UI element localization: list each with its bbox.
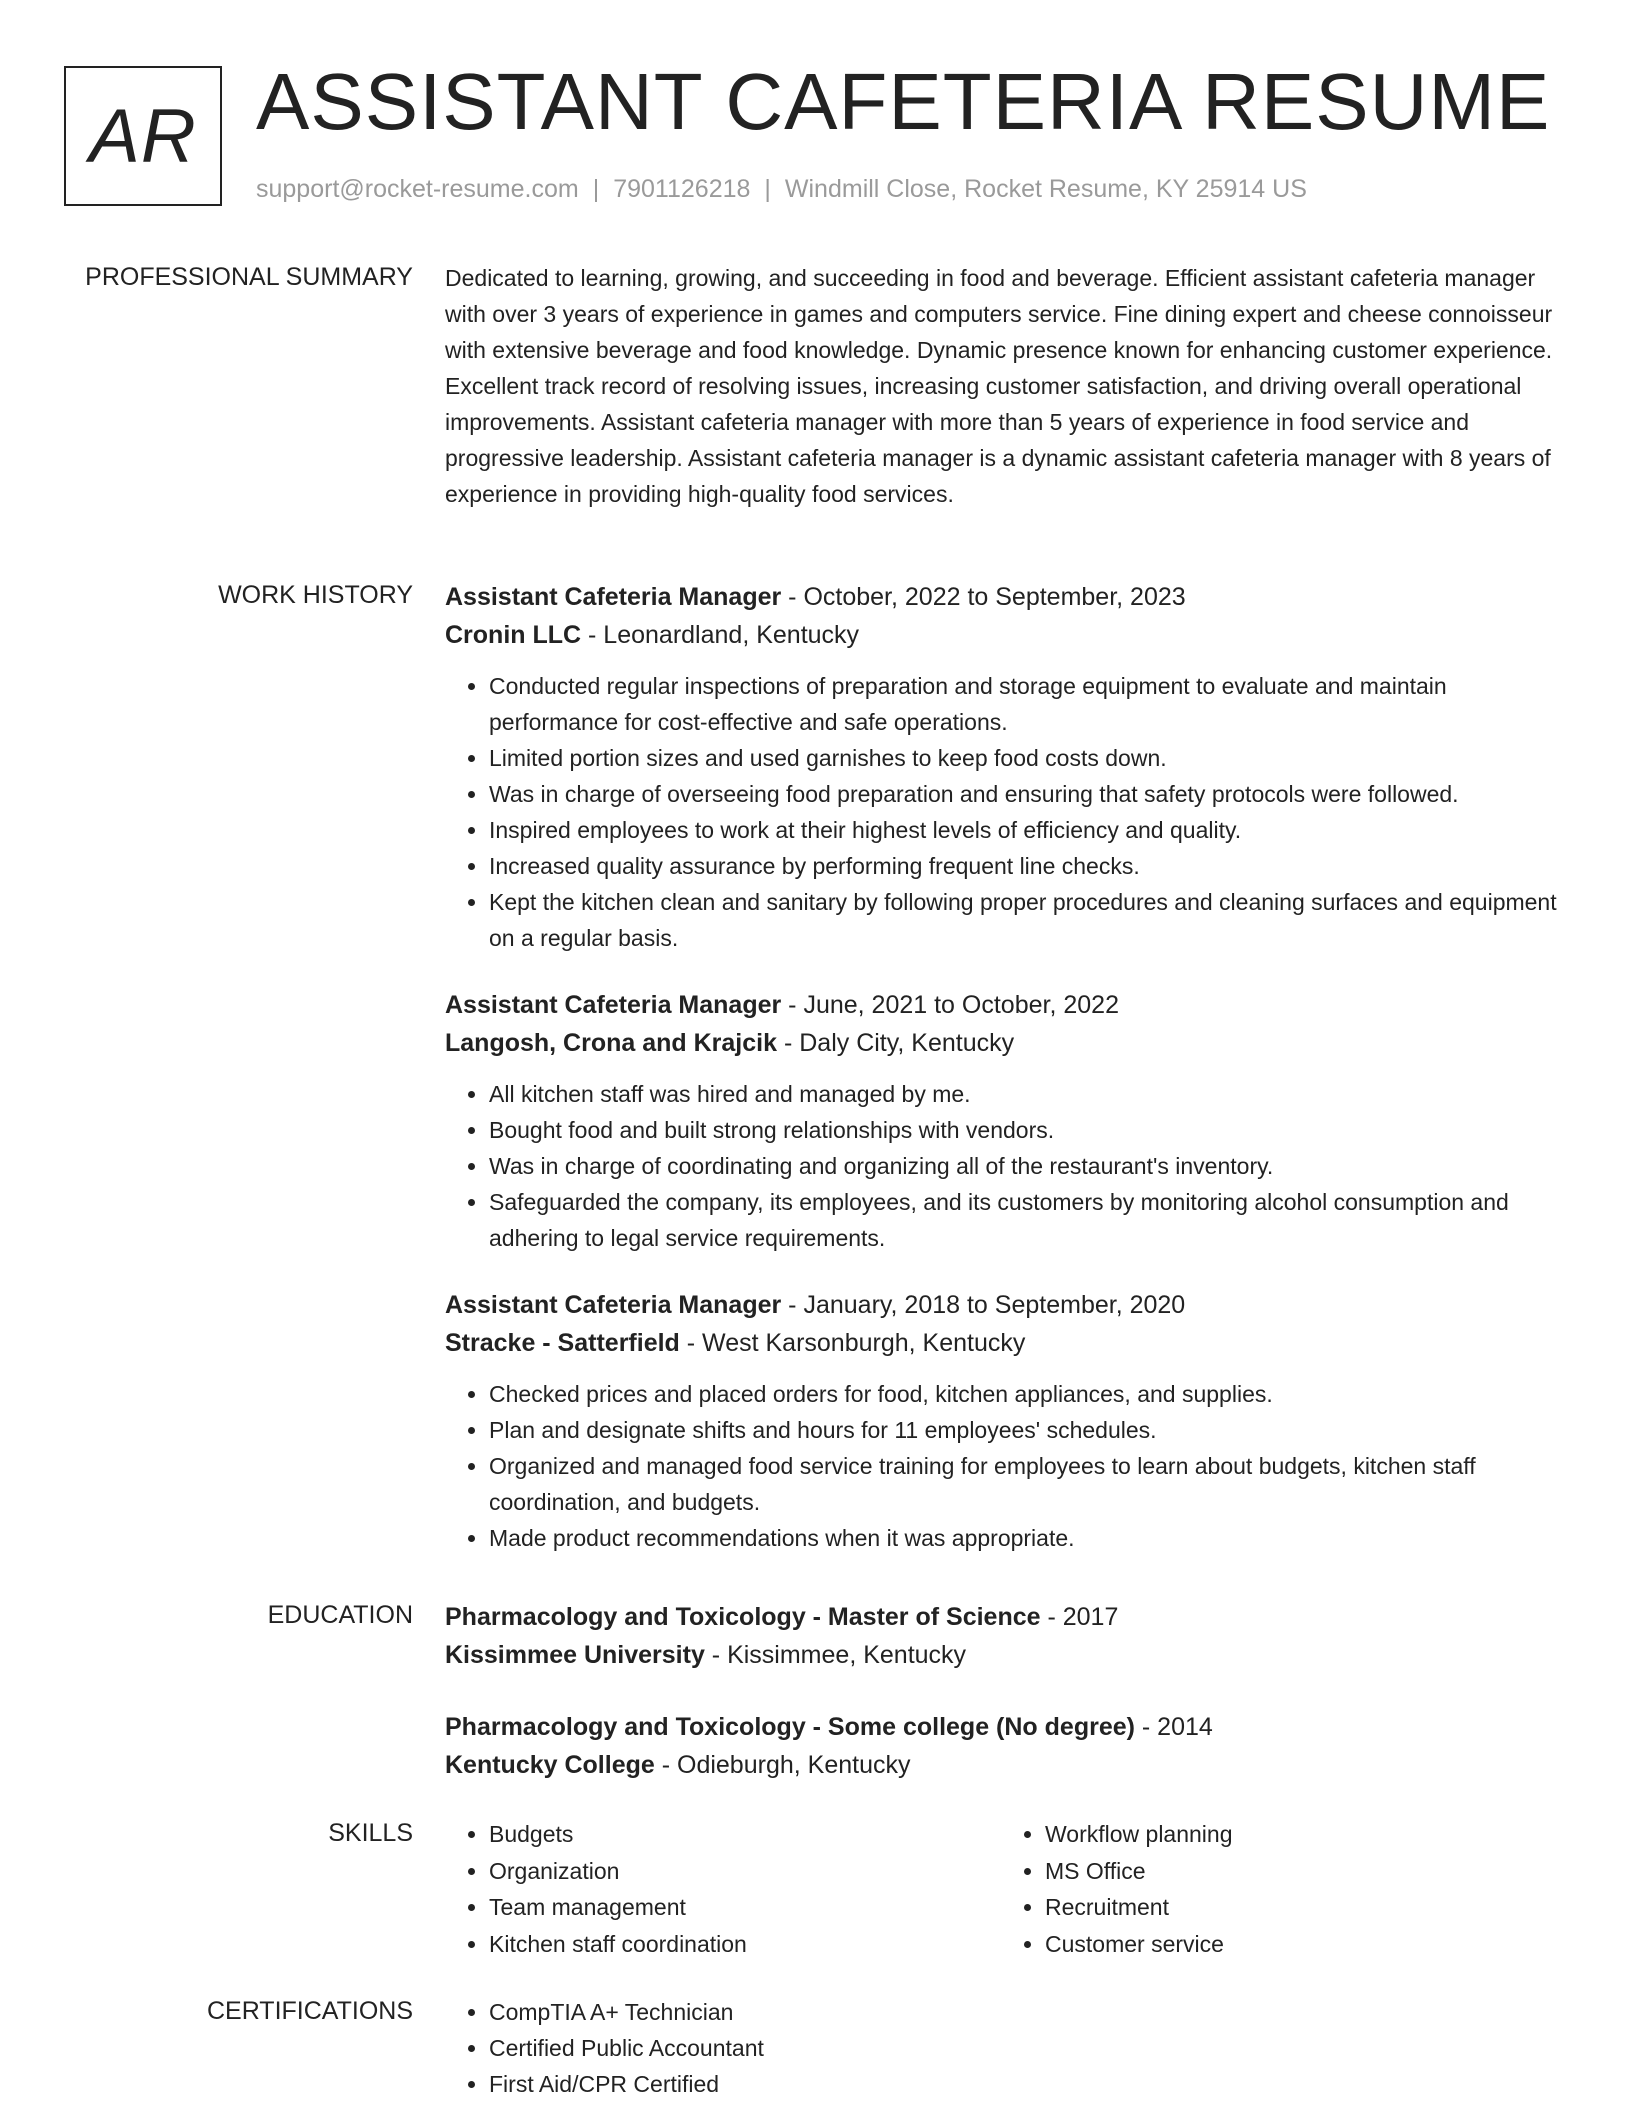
- job-bullet: • Limited portion sizes and used garnishes to keep food costs down.: [489, 740, 1557, 776]
- certification-item: • First Aid/CPR Certified: [489, 2066, 1557, 2102]
- education-school-line: [445, 1636, 1557, 1674]
- education-degree: Pharmacology and Toxicology - Some college (No degree): [445, 1713, 1135, 1741]
- skill-item: • Workflow planning: [1045, 1816, 1557, 1853]
- job-dates: - October, 2022 to September, 2023: [781, 583, 1186, 611]
- skill-item: • Kitchen staff coordination: [489, 1926, 1001, 1963]
- work-history-body: [445, 578, 1557, 1556]
- job-bullet: • Safeguarded the company, its employees, and its customers by monitoring alcohol consumption and adhering to legal service requirements.: [489, 1184, 1557, 1256]
- job-bullets: [445, 1076, 1557, 1256]
- skill-item: • Recruitment: [1045, 1889, 1557, 1926]
- education-year: - 2017: [1040, 1603, 1119, 1631]
- section-label-summary: PROFESSIONAL SUMMARY: [85, 263, 413, 291]
- job-company-line: [445, 616, 1557, 654]
- summary-text: Dedicated to learning, growing, and succeeding in food and beverage. Efficient assistant cafeteria manager with over 3 years of experience in games and computers service. Fine dining expert and cheese connoisseur with extensive beverage and food knowledge. Dynamic presence known for enhancing customer experience. Excellent track record of resolving issues, increasing customer satisfaction, and driving overall operational improvements. Assistant cafeteria manager with more than 5 years of experience in food service and progressive leadership. Assistant cafeteria manager is a dynamic assistant cafeteria manager with 8 years of experience in providing high-quality food services.: [445, 265, 1553, 507]
- skills-columns: [445, 1816, 1557, 1962]
- job-entry: [445, 578, 1557, 956]
- job-bullet: • Increased quality assurance by performing frequent line checks.: [489, 848, 1557, 884]
- certification-item: • Certified Public Accountant: [489, 2030, 1557, 2066]
- education-location: - Kissimmee, Kentucky: [704, 1641, 967, 1669]
- certification-item: • CompTIA A+ Technician: [489, 1994, 1557, 2030]
- job-bullet: • Checked prices and placed orders for food, kitchen appliances, and supplies.: [489, 1376, 1557, 1412]
- skills-list-right: [1001, 1816, 1557, 1962]
- job-bullet: • All kitchen staff was hired and managed by me.: [489, 1076, 1557, 1112]
- job-entry: [445, 1286, 1557, 1556]
- education-degree: Pharmacology and Toxicology - Master of Science: [445, 1603, 1041, 1631]
- contact-email[interactable]: support@rocket-resume.com: [256, 175, 579, 203]
- job-bullet: • Inspired employees to work at their highest levels of efficiency and quality.: [489, 812, 1557, 848]
- job-bullet: • Bought food and built strong relationships with vendors.: [489, 1112, 1557, 1148]
- certifications-list: [445, 1994, 1557, 2102]
- job-title-line: [445, 986, 1557, 1024]
- section-label-skills: SKILLS: [328, 1819, 413, 1847]
- resume-title: ASSISTANT CAFETERIA RESUME: [256, 57, 1551, 146]
- job-company: Langosh, Crona and Krajcik: [445, 1029, 778, 1057]
- skill-item: • Team management: [489, 1889, 1001, 1926]
- job-bullets: [445, 668, 1557, 956]
- skill-item: • Customer service: [1045, 1926, 1557, 1963]
- summary-body: [445, 260, 1557, 512]
- job-dates: - January, 2018 to September, 2020: [781, 1291, 1186, 1319]
- job-bullet: • Conducted regular inspections of preparation and storage equipment to evaluate and maintain performance for cost-effective and safe operations.: [489, 668, 1557, 740]
- skill-item: • Budgets: [489, 1816, 1001, 1853]
- skills-list-left: [445, 1816, 1001, 1962]
- education-school: Kissimmee University: [445, 1641, 705, 1669]
- education-entry: [445, 1598, 1557, 1674]
- job-company: Cronin LLC: [445, 621, 582, 649]
- section-label-education: EDUCATION: [267, 1601, 413, 1629]
- job-bullets: [445, 1376, 1557, 1556]
- contact-separator: |: [764, 175, 771, 203]
- job-bullet: • Plan and designate shifts and hours for 11 employees' schedules.: [489, 1412, 1557, 1448]
- job-location: - Daly City, Kentucky: [777, 1029, 1015, 1057]
- contact-address: Windmill Close, Rocket Resume, KY 25914 US: [784, 175, 1307, 203]
- skill-item: • Organization: [489, 1853, 1001, 1890]
- education-degree-line: [445, 1708, 1557, 1746]
- job-bullet: • Was in charge of coordinating and organizing all of the restaurant's inventory.: [489, 1148, 1557, 1184]
- education-school: Kentucky College: [445, 1751, 655, 1779]
- education-location: - Odieburgh, Kentucky: [654, 1751, 911, 1779]
- skill-item: • MS Office: [1045, 1853, 1557, 1890]
- job-bullet: • Was in charge of overseeing food preparation and ensuring that safety protocols were followed.: [489, 776, 1557, 812]
- job-title: Assistant Cafeteria Manager: [445, 583, 782, 611]
- contact-line: [256, 172, 1307, 206]
- job-company-line: [445, 1324, 1557, 1362]
- job-dates: - June, 2021 to October, 2022: [781, 991, 1119, 1019]
- contact-separator: |: [592, 175, 600, 203]
- job-company-line: [445, 1024, 1557, 1062]
- job-company: Stracke - Satterfield: [445, 1329, 680, 1357]
- job-entry: [445, 986, 1557, 1256]
- job-title: Assistant Cafeteria Manager: [445, 991, 782, 1019]
- job-title-line: [445, 578, 1557, 616]
- education-degree-line: [445, 1598, 1557, 1636]
- education-body: [445, 1598, 1557, 1784]
- skills-body: [445, 1816, 1557, 1962]
- certifications-body: [445, 1994, 1557, 2102]
- education-year: - 2014: [1134, 1713, 1213, 1741]
- job-bullet: • Kept the kitchen clean and sanitary by following proper procedures and cleaning surfaces and equipment on a regular basis.: [489, 884, 1557, 956]
- section-label-work-history: WORK HISTORY: [218, 581, 413, 609]
- job-title-line: [445, 1286, 1557, 1324]
- job-bullet: • Organized and managed food service training for employees to learn about budgets, kitchen staff coordination, and budgets.: [489, 1448, 1557, 1520]
- job-location: - Leonardland, Kentucky: [581, 621, 860, 649]
- job-location: - West Karsonburgh, Kentucky: [679, 1329, 1026, 1357]
- education-school-line: [445, 1746, 1557, 1784]
- contact-phone[interactable]: 7901126218: [613, 175, 751, 203]
- monogram: AR: [64, 66, 222, 206]
- section-label-certifications: CERTIFICATIONS: [206, 1997, 413, 2025]
- job-bullet: • Made product recommendations when it was appropriate.: [489, 1520, 1557, 1556]
- education-entry: [445, 1708, 1557, 1784]
- job-title: Assistant Cafeteria Manager: [445, 1291, 782, 1319]
